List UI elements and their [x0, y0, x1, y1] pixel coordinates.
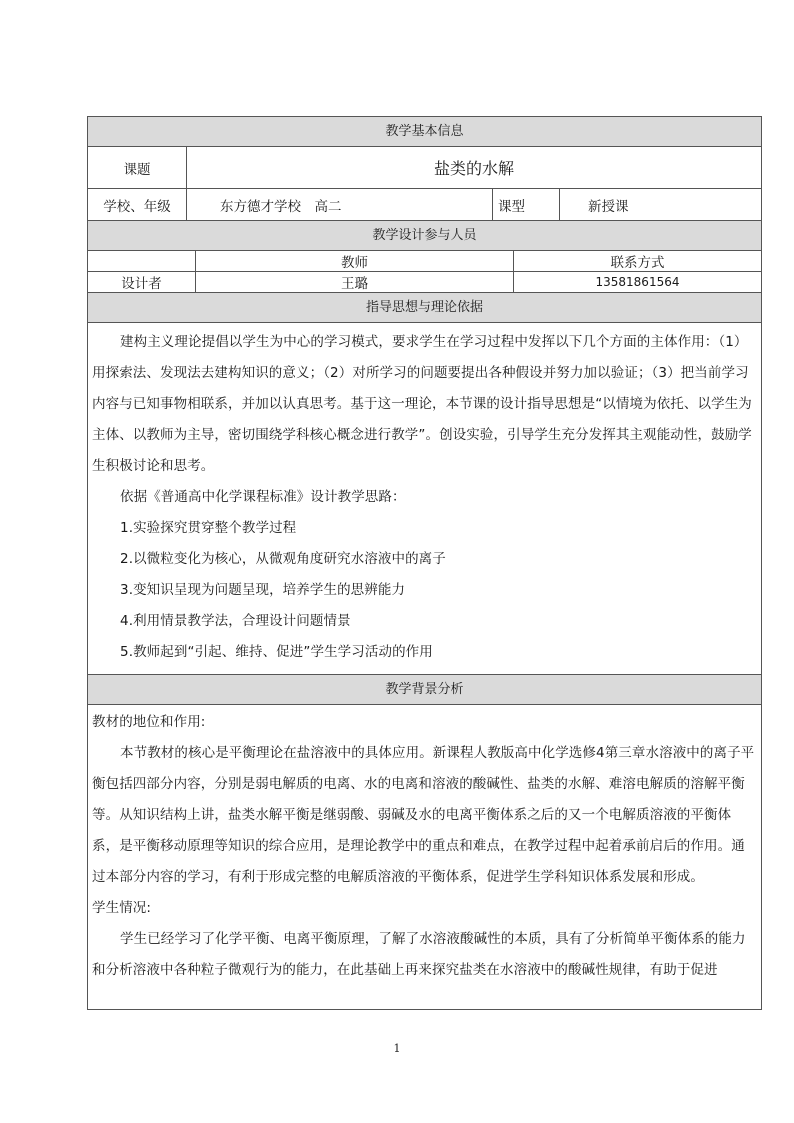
background-paragraph-2: 学生已经学习了化学平衡、电离平衡原理，了解了水溶液酸碱性的本质，具有了分析简单平衡体系的能力和分析溶液中各种粒子微观行为的能力，在此基础上再来探究盐类在水溶液中的酸碱性规律，有助于促进: [92, 931, 746, 978]
guiding-item: 3.变知识呈现为问题呈现，培养学生的思辨能力: [120, 582, 406, 598]
designer-row: [88, 272, 761, 293]
school-value: 东方德才学校 高二: [187, 189, 493, 220]
type-value: 新授课: [588, 198, 629, 215]
lesson-plan-table: [87, 116, 762, 1010]
designer-phone: 13581861564: [595, 275, 680, 289]
background-body: [88, 705, 761, 986]
designers-blank-cell: [88, 251, 196, 271]
guiding-header-text: 指导思想与理论依据: [365, 299, 483, 315]
topic-label: 课题: [88, 147, 187, 188]
designers-column-row: [88, 251, 761, 272]
background-header-text: 教学背景分析: [385, 681, 464, 697]
guiding-paragraph-1: 建构主义理论提倡以学生为中心的学习模式，要求学生在学习过程中发挥以下几个方面的主体作用：（1）用探索法、发现法去建构知识的意义；（2）对所学习的问题要提出各种假设并努力加以验证；（3）把当前学习内容与已知事物相联系，并加以认真思考。基于这一理论，本节课的设计指导思想是“以情境为依托、以学生为主体、以教师为主导，密切围绕学科核心概念进行教学”。创设实验，引导学生充分发挥其主观能动性，鼓励学生积极讨论和思考。: [92, 334, 752, 474]
page-number: 1: [393, 1042, 401, 1055]
designer-role: 设计者: [88, 272, 196, 292]
guiding-item: 5.教师起到“引起、维持、促进”学生学习活动的作用: [120, 644, 433, 660]
basic-info-header: [88, 117, 761, 147]
designers-header: [88, 221, 761, 251]
background-paragraph-1: 本节教材的核心是平衡理论在盐溶液中的具体应用。新课程人教版高中化学选修4第三章水溶液中的离子平衡包括四部分内容，分别是弱电解质的电离、水的电离和溶液的酸碱性、盐类的水解、难溶电解质的溶解平衡等。从知识结构上讲，盐类水解平衡是继弱酸、弱碱及水的电离平衡体系之后的又一个电解质溶液的平衡体系，是平衡移动原理等知识的综合应用，是理论教学中的重点和难点，在教学过程中起着承前启后的作用。通过本部分内容的学习，有利于形成完整的电解质溶液的平衡体系，促进学生学科知识体系发展和形成。: [92, 745, 755, 885]
guiding-item: 2.以微粒变化为核心，从微观角度研究水溶液中的离子: [120, 551, 446, 567]
guiding-paragraph-2: 依据《普通高中化学课程标准》设计教学思路：: [120, 489, 406, 505]
col-teacher: 教师: [196, 251, 514, 271]
school-row: [88, 189, 761, 221]
basic-info-header-text: 教学基本信息: [385, 123, 464, 139]
guiding-item: 1.实验探究贯穿整个教学过程: [120, 520, 297, 536]
topic-value: 盐类的水解: [433, 159, 514, 178]
guiding-body: [88, 323, 761, 675]
designers-header-text: 教学设计参与人员: [372, 227, 477, 243]
guiding-item: 4.利用情景教学法，合理设计问题情景: [120, 613, 351, 629]
background-header: [88, 675, 761, 705]
designer-name: 王璐: [196, 272, 514, 292]
background-subheading-textbook: 教材的地位和作用:: [92, 714, 206, 730]
background-subheading-students: 学生情况:: [92, 900, 152, 916]
col-contact: 联系方式: [610, 255, 665, 271]
topic-row: [88, 147, 761, 189]
school-label: 学校、年级: [88, 189, 187, 220]
type-label: 课型: [493, 189, 560, 220]
guiding-header: [88, 293, 761, 323]
